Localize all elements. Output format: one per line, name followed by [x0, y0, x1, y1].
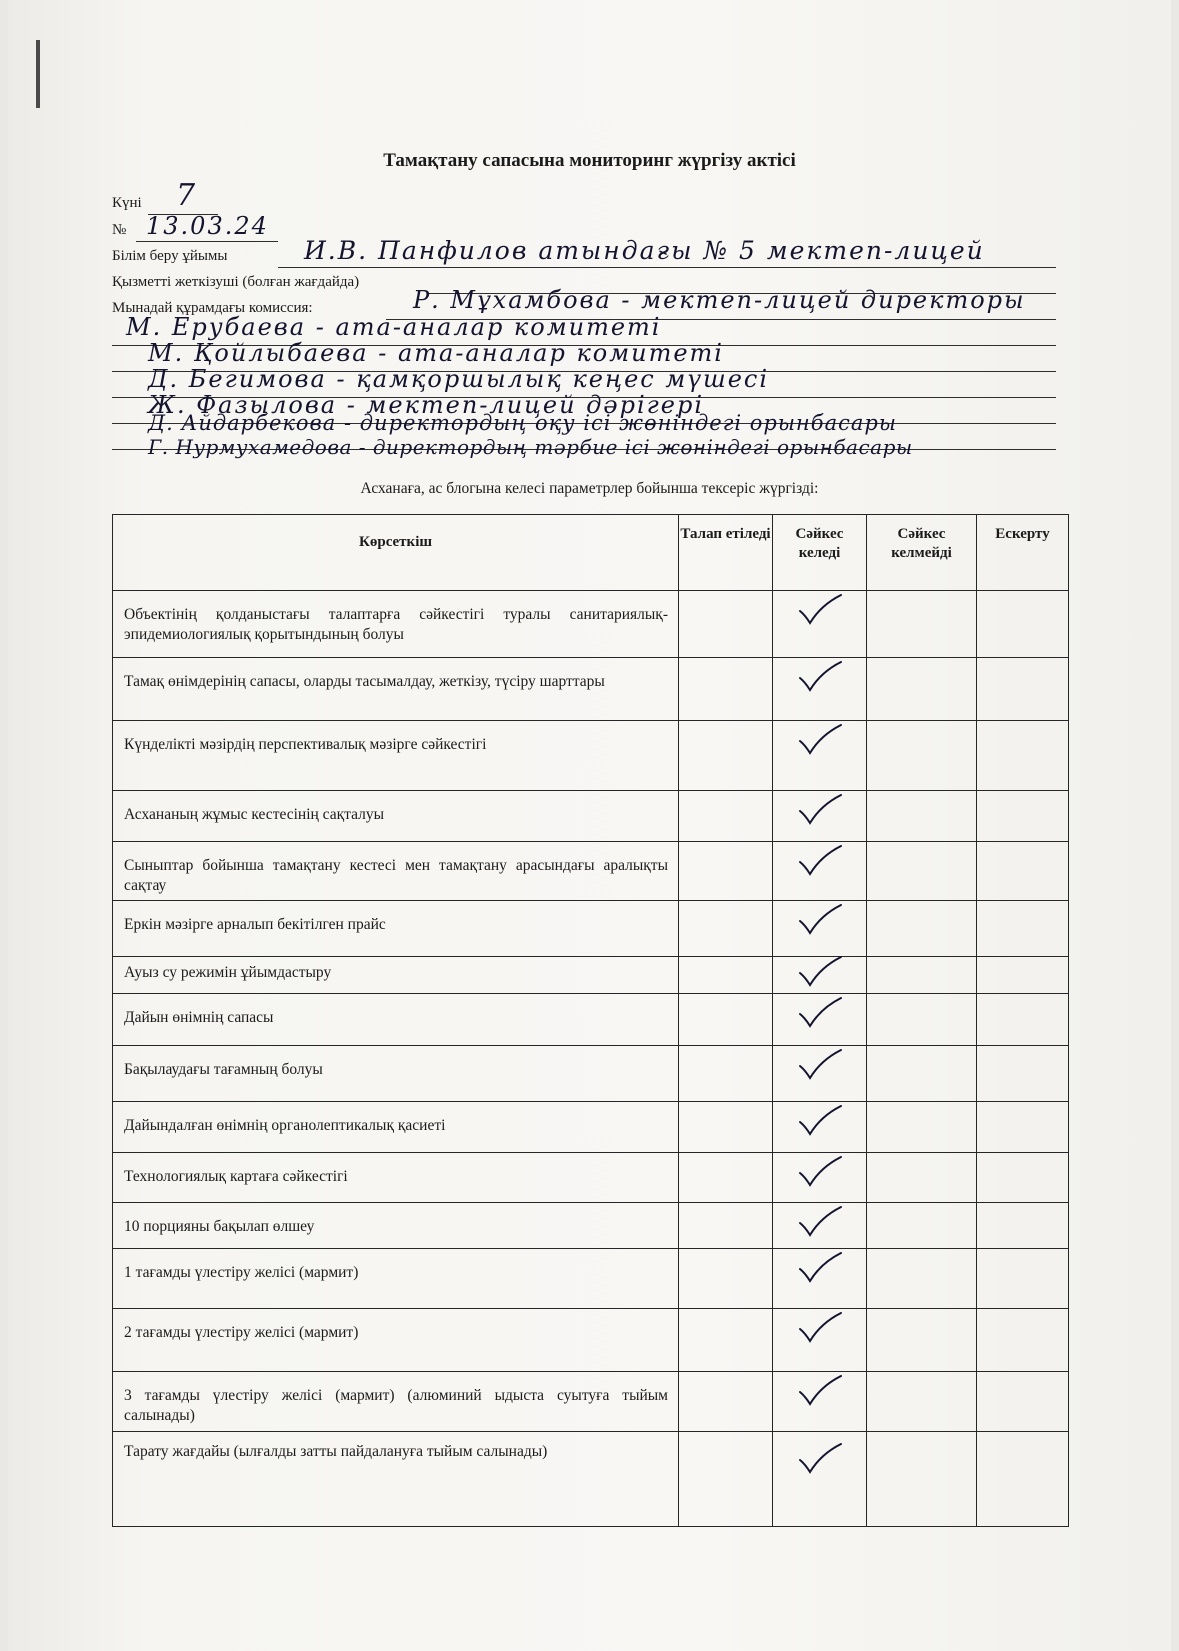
required-cell: [679, 994, 773, 1046]
not-complies-cell: [867, 1309, 977, 1372]
organization-value: И.В. Панфилов атындағы № 5 мектеп-лицей: [304, 236, 985, 265]
complies-cell: [773, 1309, 867, 1372]
indicator-cell: Тарату жағдайы (ылғалды затты пайдалануға тыйым салынады): [113, 1432, 679, 1527]
checkmark-icon: [797, 844, 843, 880]
complies-cell: [773, 842, 867, 901]
header-note: Ескерту: [977, 515, 1069, 591]
not-complies-cell: [867, 957, 977, 994]
table-header-row: [113, 515, 1069, 591]
table-row: [113, 1432, 1069, 1527]
note-cell: [977, 1102, 1069, 1153]
not-complies-cell: [867, 591, 977, 658]
inspection-subtitle: Асханаға, ас блогына келесі параметрлер бойынша тексеріс жүргізді:: [360, 480, 819, 497]
note-cell: [977, 721, 1069, 791]
indicator-cell: Сыныптар бойынша тамақтану кестесі мен тамақтану арасындағы аралықты сақтау: [113, 842, 679, 901]
table-row: [113, 994, 1069, 1046]
table-row: [113, 1046, 1069, 1102]
note-cell: [977, 791, 1069, 842]
indicator-cell: Тамақ өнімдерінің сапасы, оларды тасымалдау, жеткізу, түсіру шарттары: [113, 658, 679, 721]
indicator-cell: Дайын өнімнің сапасы: [113, 994, 679, 1046]
table-row: [113, 1249, 1069, 1309]
checkmark-icon: [797, 996, 843, 1032]
day-value: 7: [176, 178, 198, 213]
commission-member: Г. Нурмухамедова - директордың тәрбие ісі жөніндегі орынбасары: [148, 435, 913, 459]
indicator-cell: Бақылаудағы тағамның болуы: [113, 1046, 679, 1102]
checkmark-icon: [797, 660, 843, 696]
checkmark-icon: [797, 1104, 843, 1140]
checkmark-icon: [797, 955, 843, 991]
required-cell: [679, 842, 773, 901]
required-cell: [679, 1432, 773, 1527]
indicator-cell: Асхананың жұмыс кестесінің сақталуы: [113, 791, 679, 842]
not-complies-cell: [867, 1432, 977, 1527]
commission-member: Р. Мұхамбова - мектеп-лицей директоры: [413, 286, 1026, 314]
required-cell: [679, 591, 773, 658]
note-cell: [977, 591, 1069, 658]
note-cell: [977, 1309, 1069, 1372]
complies-cell: [773, 1046, 867, 1102]
table-row: [113, 957, 1069, 994]
complies-cell: [773, 1249, 867, 1309]
table-row: [113, 1153, 1069, 1203]
supplier-label: Қызметті жеткізуші (болған жағдайда): [112, 274, 360, 290]
required-cell: [679, 957, 773, 994]
header-not-complies: Сәйкес келмейді: [867, 515, 977, 591]
note-cell: [977, 1372, 1069, 1432]
commission-member: Д. Бегимова - қамқоршылық кеңес мүшесі: [148, 365, 770, 393]
day-label: Күні: [112, 195, 142, 211]
indicator-cell: Дайындалған өнімнің органолептикалық қасиеті: [113, 1102, 679, 1153]
document-title: Тамақтану сапасына мониторинг жүргізу актісі: [383, 150, 796, 171]
required-cell: [679, 1249, 773, 1309]
note-cell: [977, 994, 1069, 1046]
note-cell: [977, 1153, 1069, 1203]
checkmark-icon: [797, 723, 843, 759]
number-label: №: [112, 222, 127, 238]
indicator-cell: Технологиялық картаға сәйкестігі: [113, 1153, 679, 1203]
note-cell: [977, 1046, 1069, 1102]
page-edge-mark: [36, 40, 40, 108]
checkmark-icon: [797, 1442, 843, 1478]
not-complies-cell: [867, 1153, 977, 1203]
table-row: [113, 1372, 1069, 1432]
organization-underline: [278, 267, 1056, 268]
complies-cell: [773, 658, 867, 721]
note-cell: [977, 901, 1069, 957]
indicator-cell: 1 тағамды үлестіру желісі (мармит): [113, 1249, 679, 1309]
required-cell: [679, 1309, 773, 1372]
complies-cell: [773, 1153, 867, 1203]
not-complies-cell: [867, 1046, 977, 1102]
note-cell: [977, 1432, 1069, 1527]
table-row: [113, 1102, 1069, 1153]
note-cell: [977, 1249, 1069, 1309]
required-cell: [679, 658, 773, 721]
indicator-cell: Ауыз су режимін ұйымдастыру: [113, 957, 679, 994]
commission-member: Ж. Фазылова - мектеп-лицей дәрігері: [148, 391, 705, 419]
checkmark-icon: [797, 903, 843, 939]
table-row: [113, 721, 1069, 791]
inspection-table: [112, 514, 1069, 1527]
checkmark-icon: [797, 1048, 843, 1084]
required-cell: [679, 901, 773, 957]
not-complies-cell: [867, 721, 977, 791]
required-cell: [679, 721, 773, 791]
complies-cell: [773, 1432, 867, 1527]
number-value: 13.03.24: [146, 212, 269, 240]
complies-cell: [773, 1203, 867, 1249]
complies-cell: [773, 791, 867, 842]
complies-cell: [773, 957, 867, 994]
note-cell: [977, 957, 1069, 994]
indicator-cell: Объектінің қолданыстағы талаптарға сәйкестігі туралы санитариялық-эпидемиологиялық қорытындының болуы: [113, 591, 679, 658]
table-row: [113, 842, 1069, 901]
required-cell: [679, 1153, 773, 1203]
complies-cell: [773, 1102, 867, 1153]
commission-member: М. Ерубаева - ата-аналар комитеті: [126, 313, 662, 341]
table-row: [113, 1203, 1069, 1249]
not-complies-cell: [867, 1372, 977, 1432]
organization-label: Білім беру ұйымы: [112, 248, 228, 264]
indicator-cell: Күнделікті мәзірдің перспективалық мәзірге сәйкестігі: [113, 721, 679, 791]
checkmark-icon: [797, 593, 843, 629]
indicator-cell: 2 тағамды үлестіру желісі (мармит): [113, 1309, 679, 1372]
indicator-cell: Еркін мәзірге арналып бекітілген прайс: [113, 901, 679, 957]
required-cell: [679, 1046, 773, 1102]
checkmark-icon: [797, 1155, 843, 1191]
header-required: Талап етіледі: [679, 515, 773, 591]
not-complies-cell: [867, 1249, 977, 1309]
complies-cell: [773, 591, 867, 658]
number-underline: [136, 241, 278, 242]
not-complies-cell: [867, 791, 977, 842]
not-complies-cell: [867, 1102, 977, 1153]
indicator-cell: 3 тағамды үлестіру желісі (мармит) (алюминий ыдыста суытуға тыйым салынады): [113, 1372, 679, 1432]
header-complies: Сәйкес келеді: [773, 515, 867, 591]
complies-cell: [773, 901, 867, 957]
checkmark-icon: [797, 1311, 843, 1347]
commission-member: Д. Айдарбекова - директордың оқу ісі жөніндегі орынбасары: [148, 411, 897, 435]
not-complies-cell: [867, 1203, 977, 1249]
table-row: [113, 901, 1069, 957]
not-complies-cell: [867, 842, 977, 901]
not-complies-cell: [867, 658, 977, 721]
table-row: [113, 591, 1069, 658]
not-complies-cell: [867, 994, 977, 1046]
checkmark-icon: [797, 1205, 843, 1241]
document-page: [8, 0, 1171, 1651]
note-cell: [977, 658, 1069, 721]
required-cell: [679, 1203, 773, 1249]
header-indicator: Көрсеткіш: [113, 515, 679, 591]
not-complies-cell: [867, 901, 977, 957]
note-cell: [977, 842, 1069, 901]
complies-cell: [773, 994, 867, 1046]
commission-member: М. Қойлыбаева - ата-аналар комитеті: [148, 339, 724, 367]
required-cell: [679, 1372, 773, 1432]
complies-cell: [773, 1372, 867, 1432]
complies-cell: [773, 721, 867, 791]
commission-label: Мынадай құрамдағы комиссия:: [112, 300, 313, 316]
checkmark-icon: [797, 1251, 843, 1287]
checkmark-icon: [797, 793, 843, 829]
indicator-cell: 10 порцияны бақылап өлшеу: [113, 1203, 679, 1249]
table-row: [113, 658, 1069, 721]
note-cell: [977, 1203, 1069, 1249]
table-row: [113, 1309, 1069, 1372]
required-cell: [679, 1102, 773, 1153]
required-cell: [679, 791, 773, 842]
table-row: [113, 791, 1069, 842]
checkmark-icon: [797, 1374, 843, 1410]
